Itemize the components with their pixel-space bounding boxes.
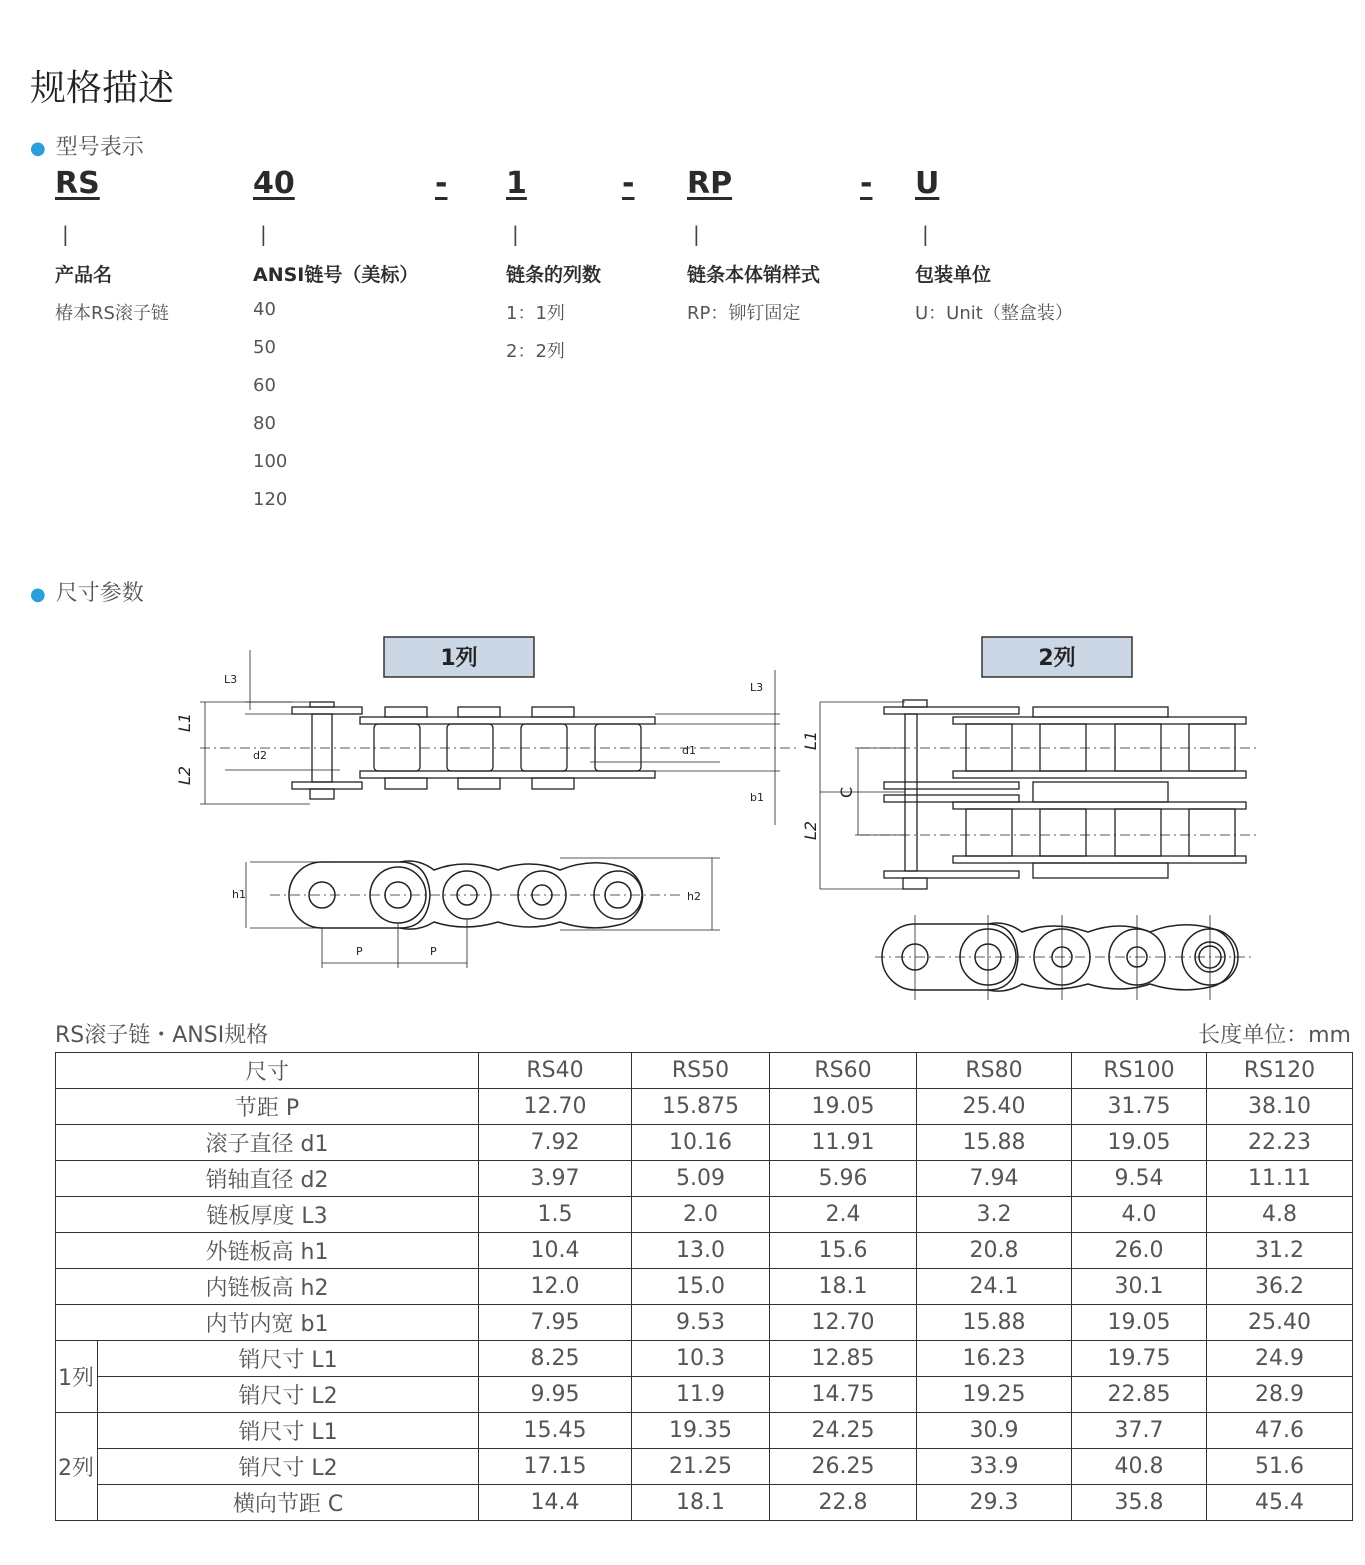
col-head-product: 产品名 <box>55 264 113 286</box>
col-head-pin: 链条本体销样式 <box>687 264 821 286</box>
table-row <box>56 1125 1353 1161</box>
table-cell: 29.3 <box>917 1485 1072 1521</box>
dim-L1-double: L1 <box>801 730 820 750</box>
table-cell: 4.8 <box>1207 1197 1353 1233</box>
table-cell: 15.0 <box>632 1269 770 1305</box>
single-strand-side-view <box>246 858 720 968</box>
table-cell: 28.9 <box>1207 1377 1353 1413</box>
dim-L3-right: L3 <box>750 681 764 694</box>
code-sep-1: - <box>435 166 448 201</box>
col-item: 40 <box>253 299 276 320</box>
row-label: 销尺寸 L1 <box>98 1341 479 1377</box>
table-cell: 2.0 <box>632 1197 770 1233</box>
dim-h1: h1 <box>232 888 246 901</box>
header-cell: 尺寸 <box>56 1053 479 1089</box>
double-strand-top-view <box>820 700 1260 889</box>
table-cell: 15.88 <box>917 1125 1072 1161</box>
table-header-row <box>56 1053 1353 1089</box>
bullet-dot-icon: ● <box>30 138 46 159</box>
table-cell: 18.1 <box>632 1485 770 1521</box>
table-cell: 10.3 <box>632 1341 770 1377</box>
row-label: 外链板高 h1 <box>56 1233 479 1269</box>
table-cell: 14.4 <box>479 1485 632 1521</box>
table-cell: 31.75 <box>1072 1089 1207 1125</box>
col-head-pack: 包装单位 <box>915 264 992 286</box>
code-rs: RS <box>55 166 100 201</box>
table-cell: 19.05 <box>1072 1125 1207 1161</box>
label-single-text: 1列 <box>440 646 478 671</box>
code-1: 1 <box>506 166 527 201</box>
table-cell: 37.7 <box>1072 1413 1207 1449</box>
dim-L2-single: L2 <box>175 765 194 785</box>
pipe-marker: | <box>62 222 69 246</box>
bullet-dot-icon: ● <box>30 584 46 605</box>
col-item: 1：1列 <box>506 303 565 324</box>
table-cell: 15.6 <box>770 1233 917 1269</box>
row-label: 内链板高 h2 <box>56 1269 479 1305</box>
col-item: 100 <box>253 451 288 472</box>
table-caption: RS滚子链・ANSI规格 <box>55 1023 269 1048</box>
table-cell: 15.45 <box>479 1413 632 1449</box>
table-cell: 19.05 <box>1072 1305 1207 1341</box>
col-item: U：Unit（整盒装） <box>915 303 1073 324</box>
table-cell: 8.25 <box>479 1341 632 1377</box>
code-u: U <box>915 166 940 201</box>
pipe-marker: | <box>693 222 700 246</box>
table-row <box>56 1449 1353 1485</box>
table-cell: 19.25 <box>917 1377 1072 1413</box>
table-cell: 20.8 <box>917 1233 1072 1269</box>
col-item: 60 <box>253 375 276 396</box>
table-cell: 45.4 <box>1207 1485 1353 1521</box>
table-cell: 7.95 <box>479 1305 632 1341</box>
table-cell: 24.9 <box>1207 1341 1353 1377</box>
group-label-single: 1列 <box>56 1341 98 1413</box>
table-row <box>56 1341 1353 1377</box>
table-cell: 12.70 <box>479 1089 632 1125</box>
table-row <box>56 1089 1353 1125</box>
header-cell: RS80 <box>917 1053 1072 1089</box>
pipe-marker: | <box>260 222 267 246</box>
label-box-double <box>982 637 1132 677</box>
table-row <box>56 1485 1353 1521</box>
table-cell: 10.16 <box>632 1125 770 1161</box>
table-cell: 30.9 <box>917 1413 1072 1449</box>
table-cell: 2.4 <box>770 1197 917 1233</box>
table-cell: 13.0 <box>632 1233 770 1269</box>
col-item: 2：2列 <box>506 341 565 362</box>
page-title: 规格描述 <box>30 68 175 109</box>
table-cell: 16.23 <box>917 1341 1072 1377</box>
row-label: 销尺寸 L2 <box>98 1377 479 1413</box>
col-head-strands: 链条的列数 <box>506 264 602 286</box>
col-head-ansi: ANSI链号（美标） <box>253 264 419 286</box>
table-cell: 40.8 <box>1072 1449 1207 1485</box>
table-cell: 7.94 <box>917 1161 1072 1197</box>
table-row <box>56 1269 1353 1305</box>
table-row <box>56 1377 1353 1413</box>
row-label: 销轴直径 d2 <box>56 1161 479 1197</box>
table-unit: 长度单位：mm <box>1198 1023 1351 1048</box>
dim-b1: b1 <box>750 791 764 804</box>
table-row <box>56 1233 1353 1269</box>
table-cell: 35.8 <box>1072 1485 1207 1521</box>
dim-d2: d2 <box>253 749 267 762</box>
row-label: 销尺寸 L1 <box>98 1413 479 1449</box>
table-cell: 5.96 <box>770 1161 917 1197</box>
table-row <box>56 1197 1353 1233</box>
dim-L1-single: L1 <box>175 712 194 732</box>
code-rp: RP <box>687 166 733 201</box>
table-cell: 38.10 <box>1207 1089 1353 1125</box>
header-cell: RS50 <box>632 1053 770 1089</box>
table-cell: 47.6 <box>1207 1413 1353 1449</box>
table-cell: 15.88 <box>917 1305 1072 1341</box>
table-cell: 11.9 <box>632 1377 770 1413</box>
section-dims-heading <box>30 576 144 607</box>
row-label: 销尺寸 L2 <box>98 1449 479 1485</box>
double-strand-side-view <box>875 915 1255 1000</box>
table-cell: 17.15 <box>479 1449 632 1485</box>
table-cell: 24.25 <box>770 1413 917 1449</box>
header-cell: RS60 <box>770 1053 917 1089</box>
col-item: 50 <box>253 337 276 358</box>
table-cell: 18.1 <box>770 1269 917 1305</box>
dim-h2: h2 <box>687 890 701 903</box>
spec-table <box>55 1052 1353 1521</box>
table-cell: 19.35 <box>632 1413 770 1449</box>
table-cell: 24.1 <box>917 1269 1072 1305</box>
table-cell: 15.875 <box>632 1089 770 1125</box>
table-cell: 25.40 <box>1207 1305 1353 1341</box>
table-cell: 26.25 <box>770 1449 917 1485</box>
table-cell: 7.92 <box>479 1125 632 1161</box>
table-cell: 9.95 <box>479 1377 632 1413</box>
row-label: 横向节距 C <box>98 1485 479 1521</box>
table-cell: 22.23 <box>1207 1125 1353 1161</box>
table-cell: 11.11 <box>1207 1161 1353 1197</box>
header-cell: RS40 <box>479 1053 632 1089</box>
table-cell: 9.54 <box>1072 1161 1207 1197</box>
chain-diagram <box>160 630 1270 1005</box>
dim-P-2: P <box>430 945 437 958</box>
table-row <box>56 1413 1353 1449</box>
code-40: 40 <box>253 166 295 201</box>
table-cell: 3.97 <box>479 1161 632 1197</box>
group-label-double: 2列 <box>56 1413 98 1521</box>
col-item: 80 <box>253 413 276 434</box>
table-row <box>56 1305 1353 1341</box>
table-cell: 5.09 <box>632 1161 770 1197</box>
section-model-label: 型号表示 <box>55 135 144 160</box>
table-cell: 1.5 <box>479 1197 632 1233</box>
table-cell: 22.85 <box>1072 1377 1207 1413</box>
table-cell: 51.6 <box>1207 1449 1353 1485</box>
row-label: 节距 P <box>56 1089 479 1125</box>
table-cell: 10.4 <box>479 1233 632 1269</box>
dim-d1: d1 <box>682 744 696 757</box>
table-cell: 19.05 <box>770 1089 917 1125</box>
table-cell: 12.0 <box>479 1269 632 1305</box>
pipe-marker: | <box>922 222 929 246</box>
label-double-text: 2列 <box>1038 646 1076 671</box>
table-cell: 31.2 <box>1207 1233 1353 1269</box>
header-cell: RS120 <box>1207 1053 1353 1089</box>
dim-C: C <box>837 786 856 798</box>
table-cell: 11.91 <box>770 1125 917 1161</box>
section-model-heading <box>30 130 144 161</box>
col-item: RP：铆钉固定 <box>687 303 801 324</box>
table-cell: 14.75 <box>770 1377 917 1413</box>
table-cell: 19.75 <box>1072 1341 1207 1377</box>
row-label: 内节内宽 b1 <box>56 1305 479 1341</box>
table-cell: 12.85 <box>770 1341 917 1377</box>
row-label: 链板厚度 L3 <box>56 1197 479 1233</box>
table-cell: 30.1 <box>1072 1269 1207 1305</box>
table-cell: 36.2 <box>1207 1269 1353 1305</box>
table-cell: 26.0 <box>1072 1233 1207 1269</box>
code-sep-2: - <box>622 166 635 201</box>
table-cell: 21.25 <box>632 1449 770 1485</box>
code-sep-3: - <box>860 166 873 201</box>
header-cell: RS100 <box>1072 1053 1207 1089</box>
section-dims-label: 尺寸参数 <box>55 581 144 606</box>
table-cell: 4.0 <box>1072 1197 1207 1233</box>
pipe-marker: | <box>512 222 519 246</box>
dim-P-1: P <box>356 945 363 958</box>
table-cell: 22.8 <box>770 1485 917 1521</box>
table-cell: 12.70 <box>770 1305 917 1341</box>
col-item: 椿本RS滚子链 <box>55 303 169 324</box>
table-row <box>56 1161 1353 1197</box>
table-cell: 3.2 <box>917 1197 1072 1233</box>
row-label: 滚子直径 d1 <box>56 1125 479 1161</box>
col-item: 120 <box>253 489 288 510</box>
dim-L3-single: L3 <box>224 673 238 686</box>
label-box-single <box>384 637 534 677</box>
table-cell: 33.9 <box>917 1449 1072 1485</box>
table-cell: 9.53 <box>632 1305 770 1341</box>
dim-L2-double: L2 <box>801 820 820 840</box>
table-cell: 25.40 <box>917 1089 1072 1125</box>
